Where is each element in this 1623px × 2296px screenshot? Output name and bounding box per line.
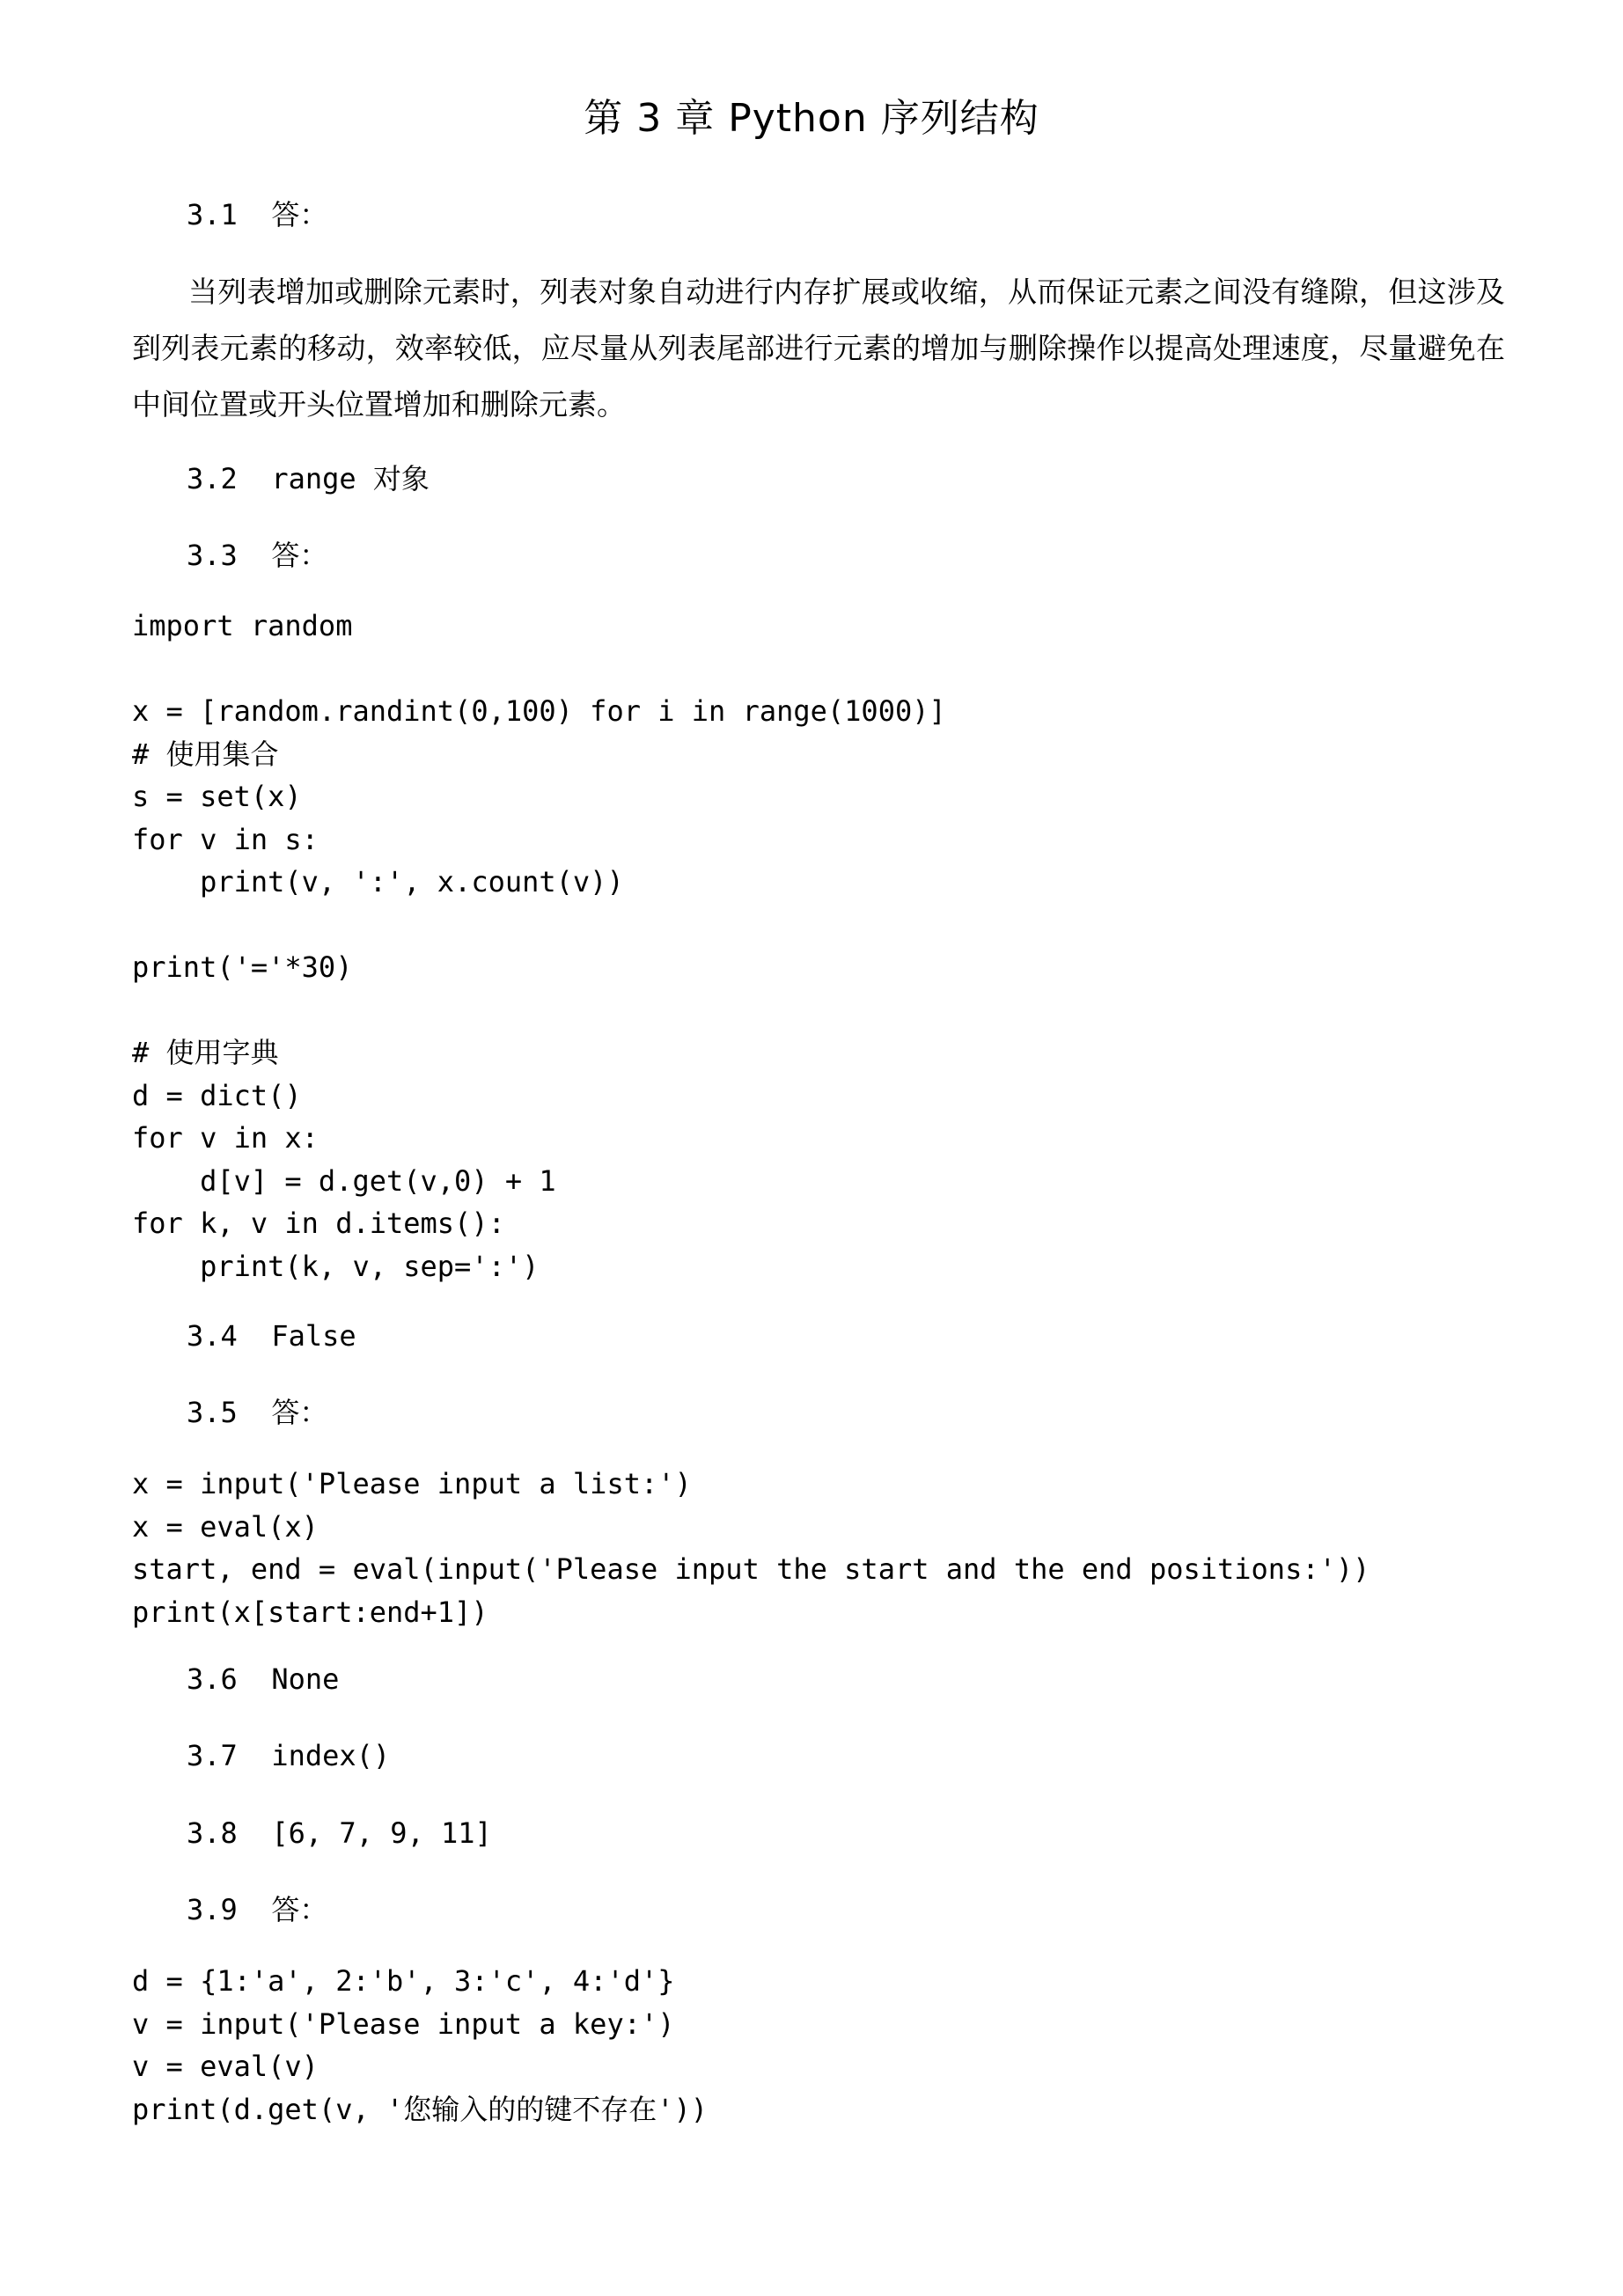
section-3-5-code [132, 1463, 1370, 1633]
section-3-3-heading: 3.3 答： [187, 539, 328, 572]
section-3-5-heading: 3.5 答： [187, 1396, 328, 1429]
code-line: print(v, ':', x.count(v)) [132, 865, 624, 899]
section-3-8-heading: 3.8 [6, 7, 9, 11] [187, 1816, 492, 1850]
code-line: for v in x: [132, 1121, 319, 1155]
code-line: start, end = eval(input('Please input the start and the end positions:')) [132, 1552, 1370, 1586]
code-line: print('='*30) [132, 950, 353, 984]
code-line [132, 904, 946, 947]
section-3-7-heading: 3.7 index() [187, 1739, 391, 1772]
code-line: d = dict() [132, 1078, 302, 1112]
code-line: print(x[start:end+1]) [132, 1595, 488, 1629]
section-3-2-heading: 3.2 range 对象 [187, 462, 430, 495]
section-3-3-code [132, 605, 946, 1287]
code-line: for v in s: [132, 822, 319, 856]
section-3-9-heading: 3.9 答： [187, 1893, 328, 1926]
code-line: s = set(x) [132, 780, 302, 813]
chapter-title: 第 3 章 Python 序列结构 [584, 96, 1039, 141]
code-line: # 使用字典 [132, 1036, 279, 1069]
section-3-4-heading: 3.4 False [187, 1319, 356, 1353]
code-line: import random [132, 609, 353, 642]
code-line: x = [random.randint(0,100) for i in range(1000)] [132, 694, 946, 728]
section-3-9-code [132, 1960, 708, 2131]
code-line: print(k, v, sep=':') [132, 1249, 540, 1283]
section-3-1-paragraph: 当列表增加或删除元素时，列表对象自动进行内存扩展或收缩，从而保证元素之间没有缝隙，但这涉及到列表元素的移动，效率较低，应尽量从列表尾部进行元素的增加与删除操作以提高处理速度，尽量避免在中间位置或开头位置增加和删除元素。 [132, 275, 1505, 422]
section-3-1-heading: 3.1 答： [187, 198, 328, 231]
code-line: print(d.get(v, '您输入的的键不存在')) [132, 2092, 709, 2126]
code-line: d[v] = d.get(v,0) + 1 [132, 1163, 556, 1198]
code-line: v = input('Please input a key:') [132, 2006, 675, 2041]
code-line: x = input('Please input a list:') [132, 1467, 692, 1500]
section-3-6-heading: 3.6 None [187, 1662, 340, 1696]
code-line: # 使用集合 [132, 737, 279, 771]
code-line: d = {1:'a', 2:'b', 3:'c', 4:'d'} [132, 1964, 675, 1998]
code-line: x = eval(x) [132, 1509, 319, 1544]
code-line: v = eval(v) [132, 2050, 319, 2083]
code-line: for k, v in d.items(): [132, 1207, 505, 1240]
code-line [132, 989, 946, 1032]
code-line [132, 648, 946, 691]
